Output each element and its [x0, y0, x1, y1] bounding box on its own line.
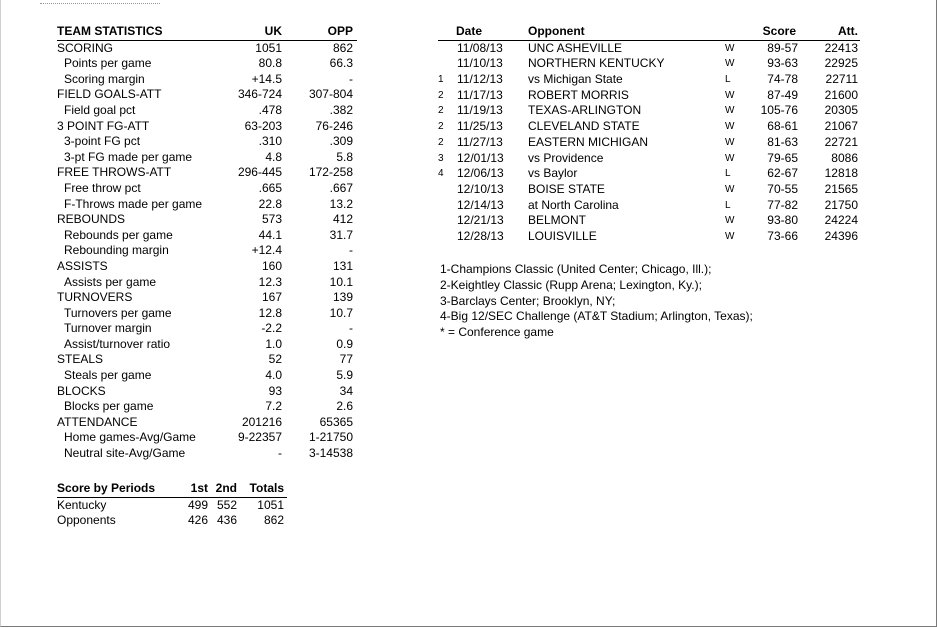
uk-value: .665	[258, 180, 282, 195]
game-date: 11/25/13	[457, 119, 503, 134]
opp-value: 2.6	[336, 399, 353, 414]
game-attendance: 21067	[824, 119, 858, 134]
game-score: 89-57	[767, 40, 798, 55]
game-result: W	[725, 42, 735, 54]
game-row	[438, 135, 860, 151]
opp-value: 1-21750	[308, 430, 353, 445]
game-row	[438, 213, 860, 229]
uk-value: 1.0	[265, 336, 282, 351]
game-date: 12/01/13	[457, 150, 504, 165]
opponent-name: CLEVELAND STATE	[528, 119, 640, 134]
stat-row	[57, 321, 357, 337]
period-row	[57, 513, 287, 529]
game-row	[438, 41, 860, 57]
team-statistics-table	[57, 24, 357, 462]
totals-header: Totals	[249, 481, 284, 495]
score-column-header: Score	[762, 24, 796, 38]
second-half-score: 552	[216, 497, 237, 512]
uk-value: 7.2	[265, 399, 282, 414]
game-score: 73-66	[767, 228, 798, 243]
game-score: 81-63	[767, 134, 798, 149]
game-attendance: 22721	[824, 134, 858, 149]
stat-label: Turnovers per game	[64, 305, 172, 320]
game-attendance: 24396	[824, 228, 858, 243]
opp-value: 10.1	[329, 274, 353, 289]
stat-row	[57, 134, 357, 150]
opp-value: 34	[339, 383, 353, 398]
opponent-name: vs Baylor	[528, 166, 578, 181]
period-row	[57, 498, 287, 514]
uk-value: -	[278, 446, 282, 461]
uk-value: .310	[258, 134, 282, 149]
game-row	[438, 229, 860, 245]
stat-label: SCORING	[57, 40, 114, 55]
uk-value: 346-724	[237, 87, 282, 102]
game-result: W	[725, 105, 735, 117]
uk-value: 22.8	[258, 196, 282, 211]
stat-label: F-Throws made per game	[64, 196, 203, 211]
game-row	[438, 119, 860, 135]
stat-label: Free throw pct	[64, 180, 141, 195]
first-half-score: 499	[187, 497, 208, 512]
uk-value: 52	[268, 352, 282, 367]
uk-value: 9-22357	[237, 430, 282, 445]
team-statistics-header	[57, 24, 357, 41]
stat-row	[57, 87, 357, 103]
stat-row	[57, 197, 357, 213]
date-column-header: Date	[456, 24, 483, 38]
stat-row	[57, 56, 357, 72]
stat-label: Points per game	[64, 56, 152, 71]
opponent-name: at North Carolina	[528, 197, 619, 212]
opp-value: 5.8	[336, 149, 353, 164]
game-date: 12/06/13	[457, 166, 504, 181]
tournament-note: 1	[438, 74, 444, 86]
opponent-column-header: Opponent	[528, 24, 585, 38]
stat-label: 3-point FG pct	[64, 134, 141, 149]
game-result: W	[725, 183, 735, 195]
game-result: W	[725, 152, 735, 164]
tournament-note: 2	[438, 121, 444, 133]
uk-value: 4.0	[265, 368, 282, 383]
game-result: W	[725, 136, 735, 148]
game-attendance: 21600	[824, 87, 858, 102]
uk-value: 80.8	[258, 56, 282, 71]
game-date: 12/10/13	[457, 181, 504, 196]
schedule-table	[438, 24, 860, 245]
tournament-note: 2	[438, 105, 444, 117]
game-score: 93-63	[767, 56, 798, 71]
uk-value: 12.3	[258, 274, 282, 289]
opp-value: 77	[339, 352, 353, 367]
opp-value: 13.2	[329, 196, 353, 211]
score-by-periods-rows	[57, 498, 287, 529]
stat-row	[57, 181, 357, 197]
uk-value: +12.4	[251, 243, 282, 258]
opp-value: 862	[332, 40, 353, 55]
stat-label: 3-pt FG made per game	[64, 149, 193, 164]
opp-value: 172-258	[308, 165, 353, 180]
stat-row	[57, 399, 357, 415]
opp-value: -	[349, 321, 353, 336]
opp-value: 3-14538	[308, 446, 353, 461]
game-date: 11/19/13	[457, 103, 503, 118]
stat-label: Scoring margin	[64, 71, 145, 86]
game-result: L	[725, 199, 731, 211]
opponent-name: vs Providence	[528, 150, 604, 165]
uk-value: -2.2	[261, 321, 282, 336]
game-attendance: 21750	[824, 197, 858, 212]
opp-value: 65365	[319, 414, 353, 429]
game-result: W	[725, 215, 735, 227]
first-half-header: 1st	[190, 481, 208, 495]
game-score: 105-76	[760, 103, 798, 118]
game-score: 77-82	[767, 197, 798, 212]
stat-row	[57, 368, 357, 384]
opp-value: 66.3	[329, 56, 353, 71]
opp-value: 307-804	[308, 87, 353, 102]
game-row	[438, 182, 860, 198]
score-by-periods-header	[57, 481, 287, 498]
game-result: L	[725, 168, 731, 180]
game-date: 11/08/13	[457, 40, 503, 55]
uk-value: 573	[261, 212, 282, 227]
opp-value: 0.9	[336, 336, 353, 351]
stat-row	[57, 352, 357, 368]
game-row	[438, 103, 860, 119]
game-attendance: 12818	[824, 166, 858, 181]
stat-label: Turnover margin	[64, 321, 152, 336]
stat-label: BLOCKS	[57, 383, 106, 398]
game-attendance: 8086	[831, 150, 858, 165]
stat-row	[57, 446, 357, 462]
opp-value: .309	[329, 134, 353, 149]
game-date: 11/27/13	[457, 134, 503, 149]
game-attendance: 20305	[824, 103, 858, 118]
uk-value: 201216	[241, 414, 282, 429]
stat-row	[57, 103, 357, 119]
game-score: 93-80	[767, 213, 798, 228]
opponent-name: BOISE STATE	[528, 181, 605, 196]
game-row	[438, 198, 860, 214]
game-attendance: 21565	[824, 181, 858, 196]
tournament-note: 2	[438, 136, 444, 148]
game-row	[438, 72, 860, 88]
stat-label: Rebounds per game	[64, 227, 173, 242]
uk-value: 160	[261, 258, 282, 273]
uk-value: 296-445	[237, 165, 282, 180]
stat-row	[57, 212, 357, 228]
tournament-note: 3	[438, 152, 444, 164]
first-half-score: 426	[187, 513, 208, 528]
stat-row	[57, 430, 357, 446]
uk-value: 1051	[255, 40, 282, 55]
opp-value: 131	[332, 258, 353, 273]
stat-row	[57, 150, 357, 166]
game-attendance: 24224	[824, 213, 858, 228]
tournament-note: 2	[438, 89, 444, 101]
opp-value: 139	[332, 290, 353, 305]
total-score: 1051	[257, 497, 284, 512]
stat-label: FIELD GOALS-ATT	[57, 87, 162, 102]
opponent-name: ROBERT MORRIS	[528, 87, 629, 102]
opp-value: .382	[329, 102, 353, 117]
stat-row	[57, 384, 357, 400]
game-result: W	[725, 230, 735, 242]
stat-row	[57, 337, 357, 353]
uk-value: +14.5	[251, 71, 282, 86]
stat-label: ATTENDANCE	[57, 414, 138, 429]
footnote-line: 1-Champions Classic (United Center; Chicago, Ill.);	[440, 262, 712, 276]
stat-row	[57, 243, 357, 259]
tournament-note: 4	[438, 168, 444, 180]
game-score: 79-65	[767, 150, 798, 165]
opp-value: .667	[329, 180, 353, 195]
game-row	[438, 88, 860, 104]
opp-value: -	[349, 71, 353, 86]
stat-label: STEALS	[57, 352, 104, 367]
stat-label: Blocks per game	[64, 399, 154, 414]
opp-value: 76-246	[315, 118, 353, 133]
opp-value: 412	[332, 212, 353, 227]
stat-label: Steals per game	[64, 368, 152, 383]
opponent-name: TEXAS-ARLINGTON	[528, 103, 642, 118]
stat-row	[57, 165, 357, 181]
opp-value: 5.9	[336, 368, 353, 383]
uk-value: 4.8	[265, 149, 282, 164]
score-by-periods-table	[57, 481, 287, 529]
game-score: 87-49	[767, 87, 798, 102]
opponent-name: NORTHERN KENTUCKY	[528, 56, 665, 71]
opponent-name: BELMONT	[528, 213, 587, 228]
game-row	[438, 151, 860, 167]
stat-label: Assist/turnover ratio	[64, 336, 171, 351]
uk-value: 167	[261, 290, 282, 305]
game-result: W	[725, 89, 735, 101]
game-date: 11/10/13	[457, 56, 503, 71]
uk-value: 44.1	[258, 227, 282, 242]
game-score: 74-78	[767, 72, 798, 87]
stat-row	[57, 275, 357, 291]
game-result: L	[725, 74, 731, 86]
second-half-score: 436	[216, 513, 237, 528]
footnote-line: * = Conference game	[440, 325, 554, 340]
game-score: 68-61	[767, 119, 798, 134]
stat-row	[57, 259, 357, 275]
team-name: Opponents	[57, 513, 116, 528]
stat-row	[57, 415, 357, 431]
game-score: 62-67	[767, 166, 798, 181]
stat-label: Field goal pct	[64, 102, 136, 117]
top-divider	[40, 0, 160, 4]
game-attendance: 22711	[825, 72, 858, 87]
stat-label: Neutral site-Avg/Game	[64, 446, 186, 461]
stat-row	[57, 228, 357, 244]
stat-label: Assists per game	[64, 274, 157, 289]
footnote-line: 2-Keightley Classic (Rupp Arena; Lexington, Ky.);	[440, 277, 702, 292]
second-half-header: 2nd	[215, 481, 237, 495]
game-row	[438, 166, 860, 182]
stat-label: REBOUNDS	[57, 212, 126, 227]
team-statistics-title: TEAM STATISTICS	[57, 24, 163, 38]
game-date: 11/12/13	[457, 72, 503, 87]
stat-label: TURNOVERS	[57, 290, 133, 305]
opponent-name: EASTERN MICHIGAN	[528, 134, 649, 149]
game-date: 12/14/13	[457, 197, 504, 212]
game-result: W	[725, 121, 735, 133]
stat-row	[57, 41, 357, 57]
attendance-column-header: Att.	[838, 24, 858, 38]
uk-value: 63-203	[244, 118, 282, 133]
opponent-name: UNC ASHEVILLE	[528, 40, 623, 55]
stat-label: Rebounding margin	[64, 243, 169, 258]
schedule-header	[438, 24, 860, 41]
total-score: 862	[263, 513, 284, 528]
opp-column-header: OPP	[327, 24, 353, 38]
uk-column-header: UK	[264, 24, 282, 38]
footnote-line: 3-Barclays Center; Brooklyn, NY;	[440, 293, 616, 308]
stat-label: FREE THROWS-ATT	[57, 165, 172, 180]
opp-value: 31.7	[329, 227, 353, 242]
game-attendance: 22413	[824, 40, 858, 55]
stat-label: Home games-Avg/Game	[64, 430, 196, 445]
uk-value: .478	[258, 102, 282, 117]
game-score: 70-55	[767, 181, 798, 196]
stat-row	[57, 306, 357, 322]
score-by-periods-title: Score by Periods	[57, 481, 156, 495]
stat-row	[57, 290, 357, 306]
uk-value: 12.8	[258, 305, 282, 320]
game-row	[438, 56, 860, 72]
opp-value: -	[349, 243, 353, 258]
footnotes	[440, 262, 753, 341]
uk-value: 93	[268, 383, 282, 398]
game-date: 11/17/13	[457, 87, 503, 102]
game-date: 12/21/13	[457, 213, 504, 228]
opp-value: 10.7	[329, 305, 353, 320]
stat-row	[57, 72, 357, 88]
stat-label: 3 POINT FG-ATT	[57, 118, 150, 133]
game-attendance: 22925	[824, 56, 858, 71]
opponent-name: vs Michigan State	[528, 72, 623, 87]
team-statistics-rows	[57, 41, 357, 462]
game-date: 12/28/13	[457, 228, 504, 243]
footnote-line: 4-Big 12/SEC Challenge (AT&T Stadium; Arlington, Texas);	[440, 309, 753, 324]
stat-row	[57, 119, 357, 135]
stat-label: ASSISTS	[57, 258, 108, 273]
game-result: W	[725, 58, 735, 70]
schedule-rows	[438, 41, 860, 245]
opponent-name: LOUISVILLE	[528, 228, 597, 243]
team-name: Kentucky	[57, 497, 107, 512]
